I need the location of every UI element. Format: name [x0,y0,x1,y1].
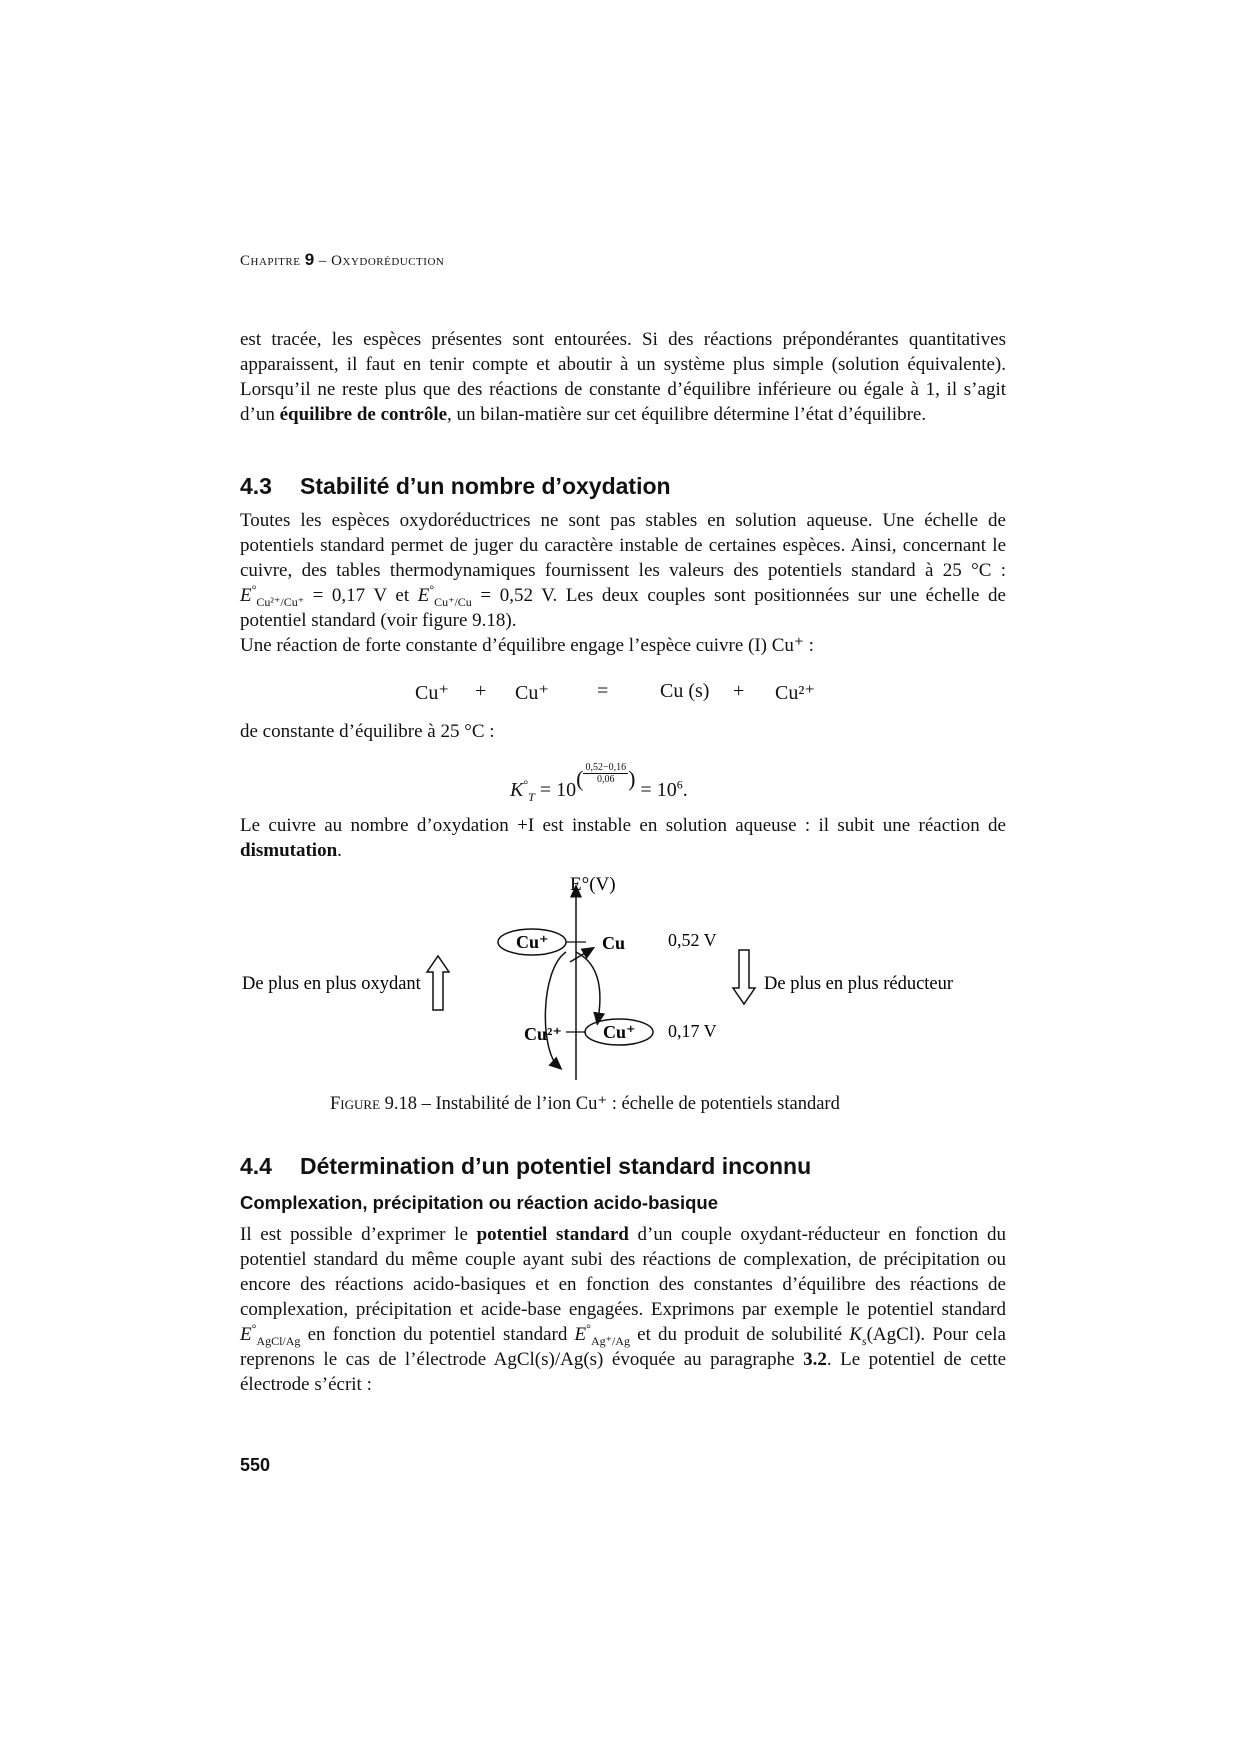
k-symbol: K [510,779,524,801]
p44-end: . Le potentiel de cette électrode s’écrit : [240,1349,1006,1395]
lower-value: 0,17 V [668,1021,717,1041]
caption-prefix: Figure 9.18 [330,1094,418,1114]
running-header [240,250,444,270]
arrow-cu-plus-to-cu [576,952,600,1020]
upper-reductor: Cu [602,933,626,953]
p44-mid3: et du produit de solubilité [629,1324,850,1345]
k-rhs-sup: 6 [676,777,683,792]
p44-mid2: en fonction du potentiel standard [300,1324,575,1345]
reaction-plus1: + [475,680,487,702]
section-4-3-paragraph-1: Toutes les espèces oxydoréductrices ne sont pas stables en solution aqueuse. Une échelle de potentiels standard permet de juger du caractère instable de certaines espèces. Ainsi, concernant le cuivre, des tables thermodynamiques fournissent les valeurs des potentiels standard à 25 °C : $E^\circ_{Cu^{2+}/Cu^+} = 0,17$ V et $E^\circ_{Cu^+/Cu} = 0,52$ V. Les deux couples sont positionnées sur une échelle de potentiel standard (voir figure 9.18). Une réaction de forte constante d’équilibre engage l’espèce cuivre (I) Cu⁺ : [240,510,1006,656]
p44-mid4: . Pour cela reprenons le cas de l’électrode AgCl(s)/Ag(s) évoquée au paragraphe [240,1324,1006,1370]
k-sub: T [528,790,535,804]
reaction-r2: Cu⁺ [515,682,549,704]
k-equation: $K^\circ_T = 10$( $\frac{0,52-0,16}{0,06}$ ) = $10^6$. [510,762,688,804]
chapter-title: Oxydoréduction [331,253,445,269]
reaction-r1: Cu⁺ [415,682,449,704]
page-number: 550 [240,1455,271,1475]
para1-end: . Les deux couples sont positionnées sur une échelle de potentiel standard (voir figure 9.18). [240,585,1006,631]
chapter-word: Chapitre [240,253,301,269]
para2: Une réaction de forte constante d’équilibre engage l’espèce cuivre (I) Cu⁺ : [240,635,814,656]
para1-start: Toutes les espèces oxydoréductrices ne sont pas stables en solution aqueuse. Une échelle de potentiels standard permet de juger du caractère instable de certaines espèces. Ainsi, concernant le cuivre, des tables thermodynamiques fournissent les valeurs des potentiels standard à 25 °C : [240,510,1006,581]
intro-text-2: , un bilan-matière sur cet équilibre détermine l’état d’équilibre. [447,404,927,425]
left-label: De plus en plus oxydant [242,974,421,994]
lower-reductor: Cu⁺ [603,1022,636,1042]
e1-value: = 0,17 V et [304,585,418,606]
para3 [240,719,1006,744]
para3-text: de constante d’équilibre à 25 °C : [240,721,495,742]
ks-arg: (AgCl) [866,1324,921,1345]
caption-text: – Instabilité de l’ion Cu⁺ : échelle de potentiels standard [417,1094,840,1114]
para4-start: Le cuivre au nombre d’oxydation +I est instable en solution aqueuse : il subit une réaction de [240,815,1006,836]
right-label: De plus en plus réducteur [764,974,954,994]
upper-value: 0,52 V [668,930,717,950]
e2-symbol: E [417,585,430,606]
subsection-heading [240,1192,1006,1214]
ks-sub: s [861,1333,867,1348]
k-rhs: = 10 [635,779,677,801]
e-ag-sub: Ag⁺/Ag [590,1333,630,1348]
k-sup: ° [523,777,529,792]
axis-label: E°(V) [570,874,616,895]
e1-symbol: E [240,585,252,606]
frac-numerator: 0,52−0,16 [585,762,627,773]
k-exponent-fraction [583,762,628,785]
section-title: Détermination d’un potentiel standard inconnu [300,1153,812,1179]
reaction-equals: = [597,680,609,702]
header-separator: – [314,253,332,269]
e-agcl-sub: AgCl/Ag [256,1333,301,1348]
p44-mid: d’un couple oxydant-réducteur en fonction du potentiel standard du même couple ayant subi des réactions de complexation, de précipitation ou encore des réactions acido-basiques et en fonction des constantes d’équilibre des réactions de complexation, précipitation et acide-base engagées. Exprimons par exemple le potentiel standard [240,1224,1006,1320]
ks-symbol: K [849,1324,862,1345]
figure-caption [330,1093,840,1115]
e1-sub: Cu²⁺/Cu⁺ [256,594,305,609]
section-number: 4.3 [240,473,272,499]
arrow-cu-plus-to-cu2plus [545,952,566,1066]
k-end: . [682,779,688,801]
p44-bold: potentiel standard [476,1224,629,1245]
lower-oxidant: Cu²⁺ [524,1024,562,1044]
section-title: Stabilité d’un nombre d’oxydation [300,473,671,499]
p44-ref: 3.2 [803,1349,827,1370]
section-4-4-heading [240,1153,1006,1180]
e2-value: = 0,52 V [471,585,553,606]
para4-end: . [337,840,342,861]
reaction-p1: Cu (s) [660,680,710,702]
para4-bold: dismutation [240,840,338,861]
subsection-title: Complexation, précipitation ou réaction acido-basique [240,1192,718,1213]
reaction-p2: Cu²⁺ [775,682,815,704]
oxidant-arrow-icon [427,956,449,1010]
figure-9-18-diagram [240,870,1006,1090]
intro-bold: équilibre de contrôle [279,404,448,425]
section-4-4-paragraph: Il est possible d’exprimer le potentiel standard d’un couple oxydant-réducteur en fonction du potentiel standard du même couple ayant subi des réactions de complexation, de précipitation ou encore des réactions acido-basiques et en fonction des constantes d’équilibre des réactions de complexation, précipitation et acide-base engagées. Exprimons par exemple le potentiel standard $E^\circ_{AgCl/Ag}$ en fonction du potentiel standard $E^\circ_{Ag^+/Ag}$ et du produit de solubilité $K_s(AgCl)$. Pour cela reprenons le cas de l’électrode AgCl(s)/Ag(s) évoquée au paragraphe 3.2. Le potentiel de cette électrode s’écrit : [240,1224,1006,1395]
reductor-arrow-icon [733,950,755,1004]
chapter-number: 9 [304,250,315,269]
frac-denominator: 0,06 [597,774,615,785]
e2-sub: Cu⁺/Cu [434,594,472,609]
intro-paragraph [240,327,1006,427]
section-4-3-heading [240,473,1006,500]
section-number: 4.4 [240,1153,272,1179]
intro-text-1: est tracée, les espèces présentes sont entourées. Si des réactions prépondérantes quantitatives apparaissent, il faut en tenir compte et aboutir à un système plus simple (solution équivalente). Lorsqu’il ne reste plus que des réactions de constante d’équilibre inférieure ou égale à 1, il s’agit d’un [240,329,1006,425]
k-eq: = 10 [534,779,577,801]
p44-start: Il est possible d’exprimer le [240,1224,477,1245]
para4 [240,813,1006,863]
upper-oxidant: Cu⁺ [516,932,549,952]
reaction-plus2: + [733,680,745,702]
